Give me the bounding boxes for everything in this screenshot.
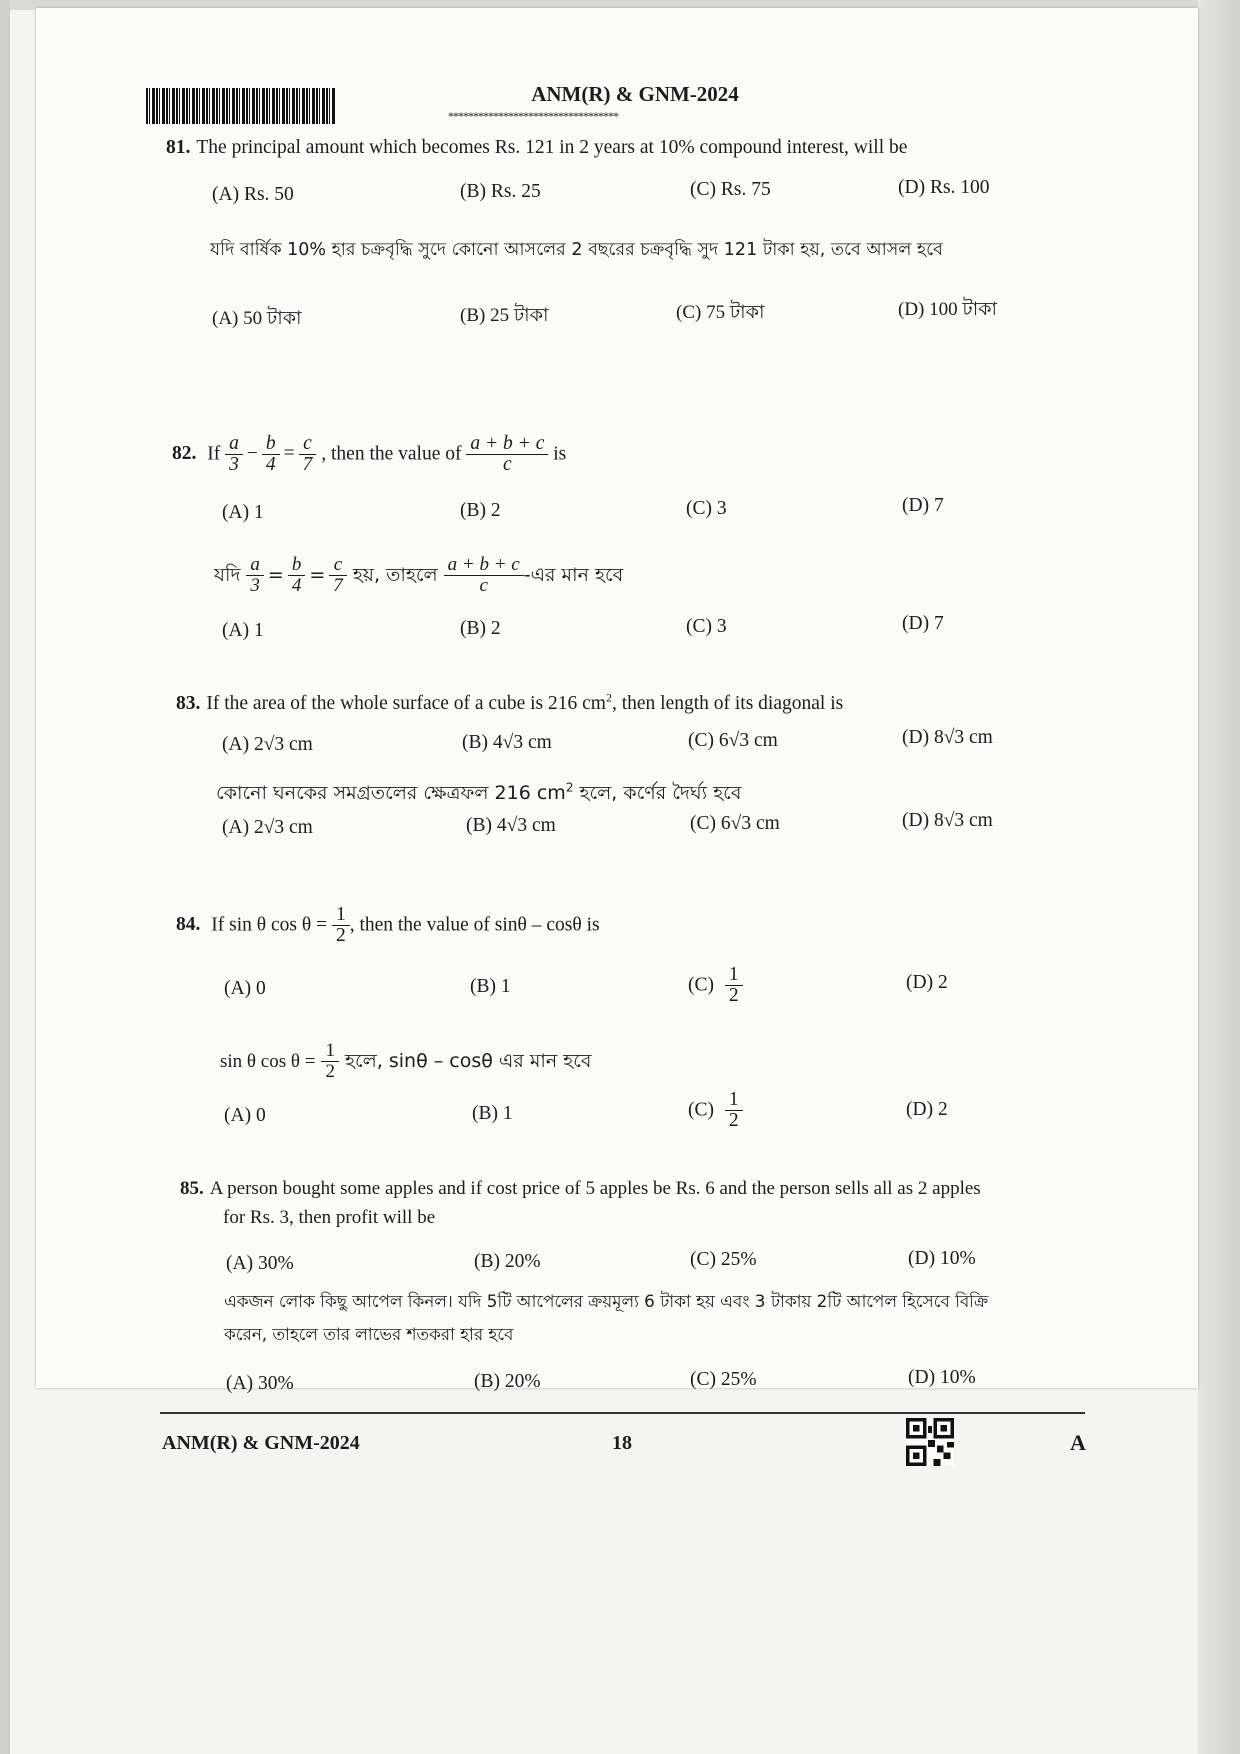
q84-bn-option-c: (C) $\frac{1}{2}$ (688, 1090, 743, 1132)
question-number: 81. (166, 137, 191, 158)
q83-bengali-text: কোনো ঘনকের সমগ্রতলের ক্ষেত্রফল 216 $cm^2$ হলে, কর্ণের দৈর্ঘ্য হবে (216, 780, 742, 804)
q85-bn-option-c: (C) 25% (690, 1369, 757, 1390)
fraction-b-4: $\frac{b}{4}$ (290, 555, 304, 596)
q83-bn-option-b: (B) 4√3 cm (466, 815, 556, 836)
question-number: 82. (172, 443, 197, 465)
fraction-b-4: $\frac{b}{4}$ (264, 434, 278, 476)
question-81 (166, 137, 907, 159)
fraction-c-7: $\frac{c}{7}$ (301, 434, 315, 476)
fraction-c-7: $\frac{c}{7}$ (331, 555, 345, 596)
q82-option-c: (C) 3 (686, 498, 727, 519)
q84-bn-option-a: (A) 0 (224, 1105, 266, 1126)
q83-option-a: (A) 2√3 cm (222, 734, 313, 755)
q85-bengali-line2: করেন, তাহলে তার লাভের শতকরা হার হবে (224, 1324, 514, 1344)
q83-option-b: (B) 4√3 cm (462, 732, 552, 753)
question-number: 85. (180, 1178, 204, 1199)
q84-option-c: (C) $\frac{1}{2}$ (688, 965, 743, 1007)
question-85-line2: for Rs. 3, then profit will be (223, 1207, 436, 1228)
q85-option-a: (A) 30% (226, 1253, 294, 1274)
q83-bn-option-d: (D) 8√3 cm (902, 810, 993, 831)
question-number: 83. (176, 692, 201, 714)
fraction-one-half: $\frac{1}{2}$ (727, 1090, 741, 1132)
q82-option-a: (A) 1 (222, 502, 264, 523)
q83-option-c: (C) 6√3 cm (688, 730, 778, 751)
q81-bn-option-b: (B) 25 টাকা (460, 305, 549, 326)
scan-right-shadow (1198, 0, 1240, 1754)
fraction-one-half: $\frac{1}{2}$ (727, 965, 741, 1007)
q82-option-d: (D) 7 (902, 495, 944, 516)
q81-option-d: (D) Rs. 100 (898, 177, 990, 198)
q81-option-c: (C) Rs. 75 (690, 179, 771, 200)
q84-bn-option-b: (B) 1 (472, 1103, 513, 1124)
q82-bn-option-c: (C) 3 (686, 616, 727, 637)
question-83 (176, 690, 843, 715)
fraction-a-3: $\frac{a}{3}$ (248, 555, 262, 596)
q83-bn-option-c: (C) 6√3 cm (690, 813, 780, 834)
if-word: If (207, 443, 221, 465)
q85-option-c: (C) 25% (690, 1249, 757, 1270)
q82-bn-option-b: (B) 2 (460, 618, 501, 639)
q85-option-b: (B) 20% (474, 1251, 541, 1272)
q82-bn-option-a: (A) 1 (222, 620, 264, 641)
q84-bn-option-d: (D) 2 (906, 1099, 948, 1120)
question-84: 84. If sin θ cos θ = $\frac{1}{2}$ , then the value of sinθ – cosθ is (176, 904, 600, 947)
q85-bengali-line1: একজন লোক কিছু আপেল কিনল। যদি 5টি আপেলের ক্রয়মূল্য 6 টাকা হয় এবং 3 টাকায় 2টি আপেল হিসেবে বিক্রি (224, 1291, 988, 1311)
q85-bn-option-d: (D) 10% (908, 1367, 976, 1388)
question-85 (180, 1178, 981, 1200)
header-title: ANM(R) & GNM-2024 (531, 82, 739, 106)
q84-option-d: (D) 2 (906, 972, 948, 993)
question-text: If the area of the whole surface of a cube is 216 $cm^2$, then length of its diagonal is (206, 690, 844, 714)
fraction-a-3: $\frac{a}{3}$ (227, 434, 241, 476)
q85-option-d: (D) 10% (908, 1248, 976, 1269)
q81-bengali-text: যদি বার্ষিক 10% হার চক্রবৃদ্ধি সুদে কোনো আসলের 2 বছরের চক্রবৃদ্ধি সুদ 121 টাকা হয়, তবে আসল হবে (210, 240, 943, 260)
footer-rule (160, 1412, 1085, 1414)
fraction-sum-over-c: $\frac{a + b + c}{c}$ (468, 434, 546, 476)
question-number: 84. (176, 914, 201, 936)
q82-bengali-text: যদি $\frac{a}{3}$ = $\frac{b}{4}$ = $\frac{c}{7}$ হয়, তাহলে $\frac{a + b + c}{c}$ -এর মান হবে (214, 554, 624, 596)
q84-option-a: (A) 0 (224, 978, 266, 999)
barcode (146, 88, 336, 124)
scan-left-edge (0, 0, 10, 1754)
sin-cos-expression: sin θ cos θ = (229, 914, 328, 936)
footer-exam-title: ANM(R) & GNM-2024 (162, 1432, 360, 1454)
question-82: 82. If $\frac{a}{3}$ − $\frac{b}{4}$ = $\frac{c}{7}$ , then the value of $\frac{a + b + c}{c}$ is (172, 433, 567, 476)
q84-option-b: (B) 1 (470, 976, 511, 997)
page-number: 18 (612, 1432, 632, 1454)
q85-bn-option-b: (B) 20% (474, 1371, 541, 1392)
q81-bn-option-c: (C) 75 টাকা (676, 302, 765, 323)
q85-bn-option-a: (A) 30% (226, 1373, 294, 1394)
q83-option-d: (D) 8√3 cm (902, 727, 993, 748)
q81-bn-option-a: (A) 50 টাকা (212, 308, 302, 329)
q83-bn-option-a: (A) 2√3 cm (222, 817, 313, 838)
paper-set-letter: A (1070, 1430, 1086, 1455)
q82-option-b: (B) 2 (460, 500, 501, 521)
question-text: The principal amount which becomes Rs. 121 in 2 years at 10% compound interest, will be (196, 137, 908, 158)
fraction-one-half: $\frac{1}{2}$ (323, 1041, 337, 1082)
question-text: A person bought some apples and if cost price of 5 apples be Rs. 6 and the person sells all as 2 apples (209, 1178, 981, 1199)
header-stars: ********************************** (448, 109, 618, 121)
q82-bn-option-d: (D) 7 (902, 613, 944, 634)
is-word: is (553, 443, 567, 465)
qr-code-icon (906, 1418, 954, 1466)
q81-option-b: (B) Rs. 25 (460, 181, 541, 202)
fraction-one-half: $\frac{1}{2}$ (334, 905, 348, 947)
q81-bn-option-d: (D) 100 টাকা (898, 299, 998, 320)
q84-bengali-text: sin θ cos θ = $\frac{1}{2}$ হলে, sinθ – cosθ এর মান হবে (220, 1040, 592, 1082)
q81-option-a: (A) Rs. 50 (212, 184, 294, 205)
then-text: , then the value of (321, 443, 462, 465)
fraction-sum-over-c: $\frac{a + b + c}{c}$ (446, 555, 522, 596)
